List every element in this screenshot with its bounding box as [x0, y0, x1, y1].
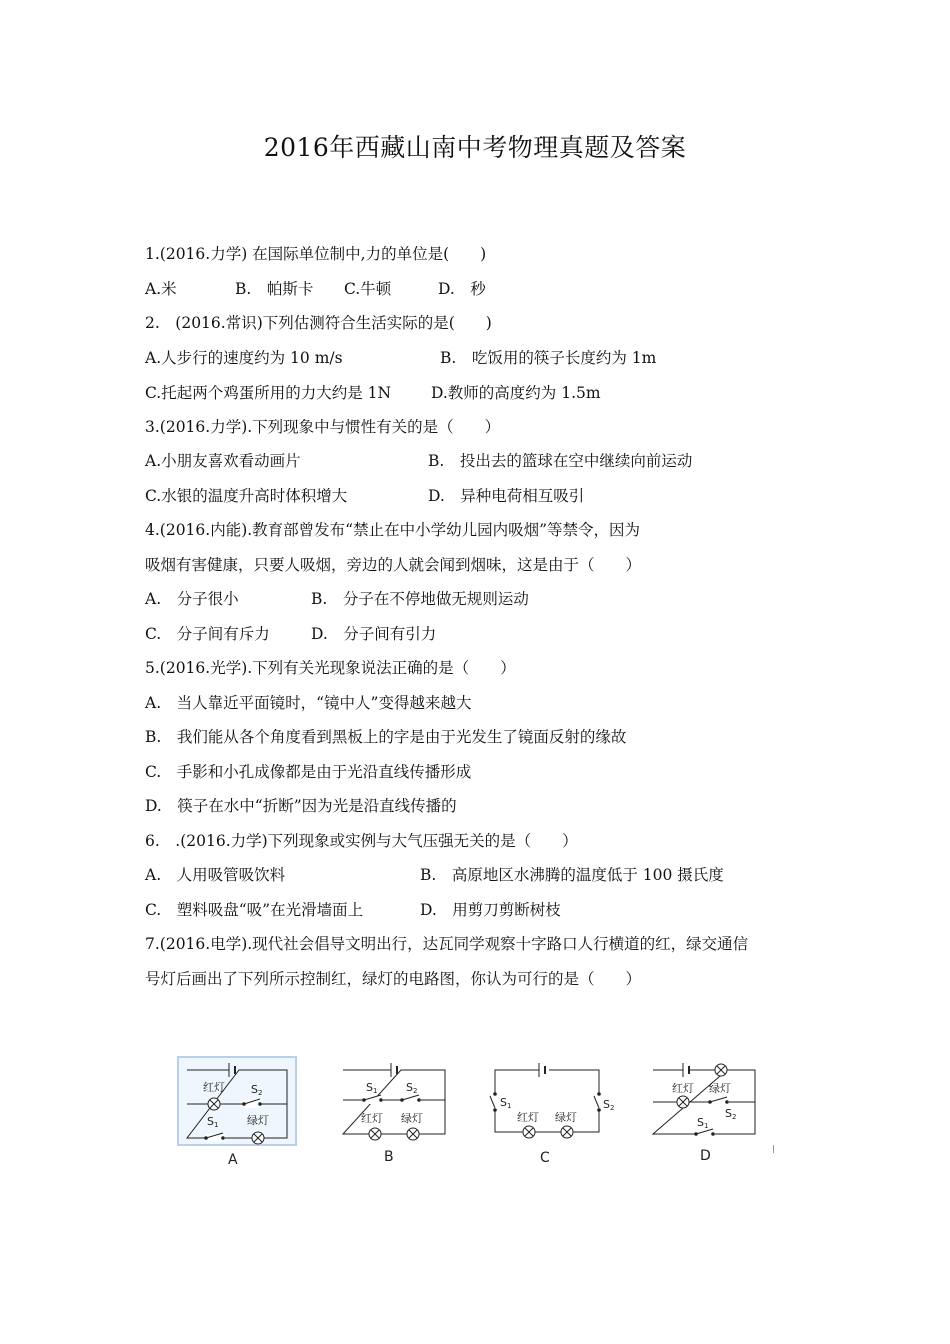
circuit-a-red-lamp-label: 红灯 — [203, 1081, 225, 1094]
circuit-diagram-c — [487, 1050, 617, 1175]
circuit-b-green-lamp-label: 绿灯 — [401, 1112, 423, 1125]
circuit-c-red-lamp-label: 红灯 — [517, 1111, 539, 1124]
circuit-c-label: C — [540, 1150, 550, 1166]
circuit-b-red-lamp-label: 红灯 — [361, 1112, 383, 1125]
q6-option-d: D. 用剪刀剪断树枝 — [420, 901, 561, 919]
q3-option-d: D. 异种电荷相互吸引 — [428, 487, 585, 505]
q3-option-c: C.水银的温度升高时体积增大 — [145, 487, 348, 505]
circuit-d-s2-label: S2 — [725, 1107, 737, 1121]
circuit-d-green-lamp-label: 绿灯 — [709, 1082, 731, 1095]
q6-stem: 6. .(2016.力学)下列现象或实例与大气压强无关的是（ ） — [145, 832, 578, 850]
q4-option-c: C. 分子间有斥力 — [145, 625, 270, 643]
circuit-d-red-lamp-label: 红灯 — [672, 1082, 694, 1095]
circuit-a-s2-label: S2 — [251, 1083, 263, 1097]
circuit-a-green-lamp-label: 绿灯 — [247, 1114, 269, 1127]
q5-stem: 5.(2016.光学).下列有关光现象说法正确的是（ ） — [145, 659, 516, 677]
q3-option-a: A.小朋友喜欢看动画片 — [145, 452, 301, 470]
circuit-c-green-lamp-label: 绿灯 — [555, 1111, 577, 1124]
page-title: 2016年西藏山南中考物理真题及答案 — [263, 133, 687, 162]
q1-option-c: C.牛顿 — [344, 280, 392, 298]
q2-option-c: C.托起两个鸡蛋所用的力大约是 1N — [145, 384, 392, 402]
q1-option-d: D. 秒 — [438, 280, 486, 298]
q3-option-b: B. 投出去的篮球在空中继续向前运动 — [428, 452, 693, 470]
circuit-diagram-a — [177, 1050, 297, 1175]
q5-option-c: C. 手影和小孔成像都是由于光沿直线传播形成 — [145, 763, 472, 781]
q1-option-a: A.米 — [145, 280, 177, 298]
q2-stem: 2. (2016.常识)下列估测符合生活实际的是( ) — [145, 314, 492, 332]
circuit-b-label: B — [384, 1149, 394, 1165]
circuit-c-s2-label: S2 — [603, 1098, 615, 1112]
circuit-b-s1-label: S1 — [366, 1081, 378, 1095]
circuit-a-s1-label: S1 — [207, 1115, 219, 1129]
q6-option-a: A. 人用吸管吸饮料 — [145, 866, 286, 884]
circuit-diagram-b — [335, 1050, 455, 1175]
q2-option-b: B. 吃饭用的筷子长度约为 1m — [440, 349, 657, 367]
circuit-d-s1-label: S1 — [697, 1116, 709, 1130]
q4-stem-line2: 吸烟有害健康，只要人吸烟，旁边的人就会闻到烟味，这是由于（ ） — [145, 556, 642, 574]
divider-mark — [773, 1145, 774, 1153]
q2-option-a: A.人步行的速度约为 10 m/s — [145, 349, 343, 367]
q4-stem-line1: 4.(2016.内能).教育部曾发布“禁止在中小学幼儿园内吸烟”等禁令，因为 — [145, 521, 641, 539]
q7-stem-line2: 号灯后画出了下列所示控制红，绿灯的电路图，你认为可行的是（ ） — [145, 970, 642, 988]
q5-option-a: A. 当人靠近平面镜时，“镜中人”变得越来越大 — [145, 694, 472, 712]
q4-option-d: D. 分子间有引力 — [311, 625, 437, 643]
q1-option-b: B. 帕斯卡 — [235, 280, 314, 298]
q7-stem-line1: 7.(2016.电学).现代社会倡导文明出行，达瓦同学观察十字路口人行横道的红，绿交通信 — [145, 935, 749, 953]
q5-option-b: B. 我们能从各个角度看到黑板上的字是由于光发生了镜面反射的缘故 — [145, 728, 627, 746]
q6-option-b: B. 高原地区水沸腾的温度低于 100 摄氏度 — [420, 866, 724, 884]
q1-stem: 1.(2016.力学) 在国际单位制中,力的单位是( ) — [145, 245, 487, 263]
q2-option-d: D.教师的高度约为 1.5m — [431, 384, 601, 402]
q6-option-c: C. 塑料吸盘“吸”在光滑墙面上 — [145, 901, 364, 919]
q4-option-b: B. 分子在不停地做无规则运动 — [311, 590, 529, 608]
q5-option-d: D. 筷子在水中“折断”因为光是沿直线传播的 — [145, 797, 457, 815]
circuit-b-s2-label: S2 — [406, 1081, 418, 1095]
circuit-d-label: D — [700, 1148, 711, 1164]
q3-stem: 3.(2016.力学).下列现象中与惯性有关的是（ ） — [145, 418, 501, 436]
q4-option-a: A. 分子很小 — [145, 590, 239, 608]
circuit-c-s1-label: S1 — [500, 1096, 512, 1110]
circuit-diagram-d — [645, 1050, 765, 1175]
circuit-a-label: A — [228, 1152, 238, 1168]
